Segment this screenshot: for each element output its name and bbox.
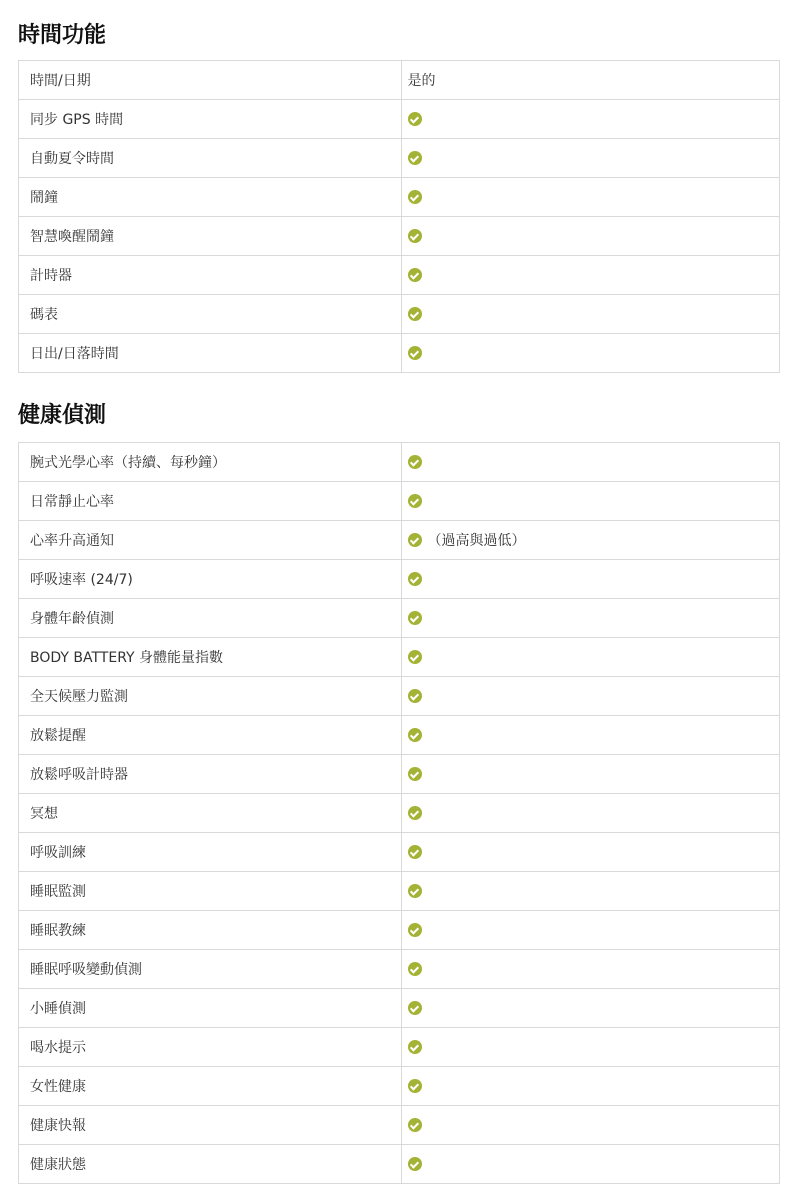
check-circle-icon [408,494,422,508]
table-row [19,716,780,755]
section-time-features [18,22,780,373]
feature-label: 喝水提示 [19,1028,402,1067]
check-circle-icon [408,346,422,360]
section-title: 健康偵測 [18,403,107,428]
feature-label: 時間/日期 [19,61,402,100]
feature-value [401,794,780,833]
feature-value [401,100,780,139]
feature-label: 小睡偵測 [19,989,402,1028]
feature-label: 健康快報 [19,1106,402,1145]
feature-value [401,139,780,178]
feature-label: 碼表 [19,295,402,334]
section-title: 時間功能 [18,23,107,48]
table-row [19,599,780,638]
feature-value [401,1067,780,1106]
spec-table-time [18,60,780,373]
table-row [19,256,780,295]
feature-value [401,716,780,755]
table-row [19,1028,780,1067]
feature-value [401,256,780,295]
check-circle-icon [408,229,422,243]
check-circle-icon [408,1040,422,1054]
feature-value [401,599,780,638]
check-circle-icon [408,650,422,664]
feature-value [401,1106,780,1145]
feature-label: 日常靜止心率 [19,482,402,521]
table-row [19,872,780,911]
feature-label: 腕式光學心率（持續、每秒鐘） [19,443,402,482]
table-row [19,443,780,482]
section-health-monitoring [18,402,780,1184]
check-circle-icon [408,190,422,204]
feature-label: BODY BATTERY 身體能量指數 [19,638,402,677]
feature-label: 身體年齡偵測 [19,599,402,638]
feature-value [401,295,780,334]
check-circle-icon [408,1118,422,1132]
table-row [19,178,780,217]
check-circle-icon [408,767,422,781]
value-text: 是的 [407,73,436,89]
check-circle-icon [408,962,422,976]
feature-label: 全天候壓力監測 [19,677,402,716]
feature-value [401,482,780,521]
feature-value [401,872,780,911]
feature-value [401,521,780,560]
table-row [19,521,780,560]
table-row [19,1106,780,1145]
feature-label: 放鬆提醒 [19,716,402,755]
feature-label: 健康狀態 [19,1145,402,1184]
feature-label: 呼吸訓練 [19,833,402,872]
feature-value [401,61,780,100]
table-row [19,833,780,872]
check-circle-icon [408,1157,422,1171]
check-circle-icon [408,151,422,165]
table-row [19,989,780,1028]
table-row [19,950,780,989]
feature-value [401,560,780,599]
check-circle-icon [408,728,422,742]
table-row [19,911,780,950]
feature-label: 計時器 [19,256,402,295]
check-circle-icon [408,455,422,469]
check-circle-icon [408,268,422,282]
table-row [19,794,780,833]
check-circle-icon [408,1079,422,1093]
feature-label: 心率升高通知 [19,521,402,560]
check-circle-icon [408,307,422,321]
table-row [19,139,780,178]
feature-label: 日出/日落時間 [19,334,402,373]
feature-value [401,638,780,677]
feature-label: 鬧鐘 [19,178,402,217]
table-row [19,560,780,599]
feature-label: 自動夏令時間 [19,139,402,178]
feature-label: 冥想 [19,794,402,833]
table-row [19,482,780,521]
check-circle-icon [408,112,422,126]
feature-value [401,443,780,482]
check-circle-icon [408,845,422,859]
table-row [19,677,780,716]
check-circle-icon [408,572,422,586]
feature-value [401,334,780,373]
feature-value [401,178,780,217]
table-row [19,295,780,334]
table-row [19,217,780,256]
check-circle-icon [408,806,422,820]
table-row [19,334,780,373]
table-row [19,1067,780,1106]
table-row [19,1145,780,1184]
feature-value [401,833,780,872]
table-row [19,638,780,677]
feature-label: 同步 GPS 時間 [19,100,402,139]
feature-label: 呼吸速率 (24/7) [19,560,402,599]
feature-value [401,217,780,256]
feature-label: 放鬆呼吸計時器 [19,755,402,794]
table-row [19,755,780,794]
feature-value [401,989,780,1028]
check-circle-icon [408,1001,422,1015]
feature-value [401,1145,780,1184]
feature-value [401,950,780,989]
table-row [19,100,780,139]
feature-label: 智慧喚醒鬧鐘 [19,217,402,256]
spec-table-health [18,442,780,1184]
check-circle-icon [408,884,422,898]
check-circle-icon [408,689,422,703]
feature-value [401,755,780,794]
feature-value [401,911,780,950]
check-circle-icon [408,923,422,937]
check-circle-icon [408,611,422,625]
check-circle-icon [408,533,422,547]
feature-value [401,677,780,716]
feature-label: 睡眠呼吸變動偵測 [19,950,402,989]
feature-label: 女性健康 [19,1067,402,1106]
value-note: （過高與過低） [427,533,526,549]
feature-label: 睡眠監測 [19,872,402,911]
feature-value [401,1028,780,1067]
feature-label: 睡眠教練 [19,911,402,950]
table-row [19,61,780,100]
